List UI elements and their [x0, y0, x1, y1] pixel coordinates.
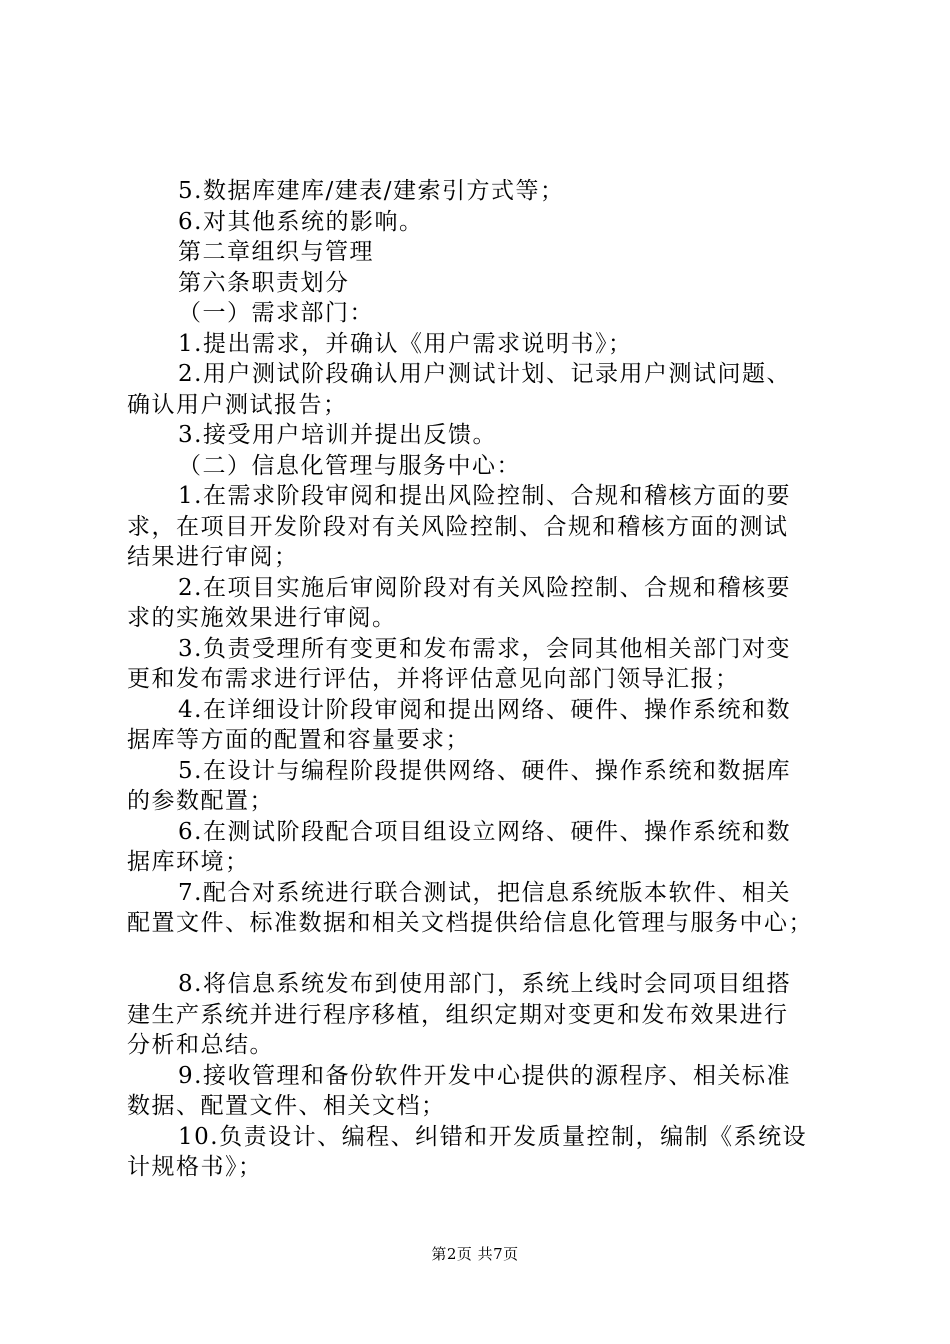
list-item-continuation: 建生产系统并进行程序移植，组织定期对变更和发布效果进行: [127, 1001, 789, 1028]
list-item-continuation: 求，在项目开发阶段对有关风险控制、合规和稽核方面的测试: [127, 513, 789, 540]
list-item-continuation: 据库等方面的配置和容量要求；: [127, 727, 470, 753]
list-item-continuation: 确认用户测试报告；: [127, 391, 348, 418]
chapter-heading: 第二章组织与管理: [178, 239, 374, 265]
list-item: 5.数据库建库/建表/建索引方式等；: [178, 178, 565, 204]
list-item-continuation: 数据、配置文件、相关文档；: [127, 1093, 446, 1119]
list-item: 4.在详细设计阶段审阅和提出网络、硬件、操作系统和数: [178, 696, 791, 723]
list-item: 2.在项目实施后审阅阶段对有关风险控制、合规和稽核要: [178, 574, 791, 601]
list-item: 1.在需求阶段审阅和提出风险控制、合规和稽核方面的要: [178, 483, 791, 509]
list-item: 3.接受用户培训并提出反馈。: [178, 422, 497, 448]
document-body: [127, 176, 839, 1183]
list-item: 6.在测试阶段配合项目组设立网络、硬件、操作系统和数: [178, 818, 791, 845]
list-item-continuation: 求的实施效果进行审阅。: [127, 605, 397, 631]
section-heading: （二）信息化管理与服务中心：: [178, 452, 521, 479]
list-item: 3.负责受理所有变更和发布需求，会同其他相关部门对变: [178, 635, 791, 662]
list-item: 8.将信息系统发布到使用部门，系统上线时会同项目组搭: [178, 971, 791, 997]
list-item: 9.接收管理和备份软件开发中心提供的源程序、相关标准: [178, 1062, 791, 1089]
list-item: 1.提出需求，并确认《用户需求说明书》；: [178, 330, 633, 357]
page-number-footer: 第2页 共7页: [431, 1245, 519, 1263]
list-item-continuation: 结果进行审阅；: [127, 544, 299, 570]
list-item-continuation: 的参数配置；: [127, 788, 274, 814]
list-item: 7.配合对系统进行联合测试，把信息系统版本软件、相关: [178, 879, 791, 906]
list-item-continuation: 分析和总结。: [127, 1032, 274, 1058]
list-item: 5.在设计与编程阶段提供网络、硬件、操作系统和数据库: [178, 757, 791, 784]
list-item-continuation: 配置文件、标准数据和相关文档提供给信息化管理与服务中心；: [127, 910, 813, 936]
list-item: 6.对其他系统的影响。: [178, 208, 424, 235]
list-item-continuation: 据库环境；: [127, 849, 250, 875]
list-item: 10.负责设计、编程、纠错和开发质量控制，编制《系统设: [178, 1123, 808, 1150]
section-heading: （一）需求部门：: [178, 300, 374, 326]
list-item: 2.用户测试阶段确认用户测试计划、记录用户测试问题、: [178, 361, 791, 387]
paragraph-gap: [127, 939, 839, 970]
list-item-continuation: 更和发布需求进行评估，并将评估意见向部门领导汇报；: [127, 666, 740, 692]
list-item-continuation: 计规格书》；: [127, 1154, 263, 1180]
article-heading: 第六条职责划分: [178, 269, 350, 296]
